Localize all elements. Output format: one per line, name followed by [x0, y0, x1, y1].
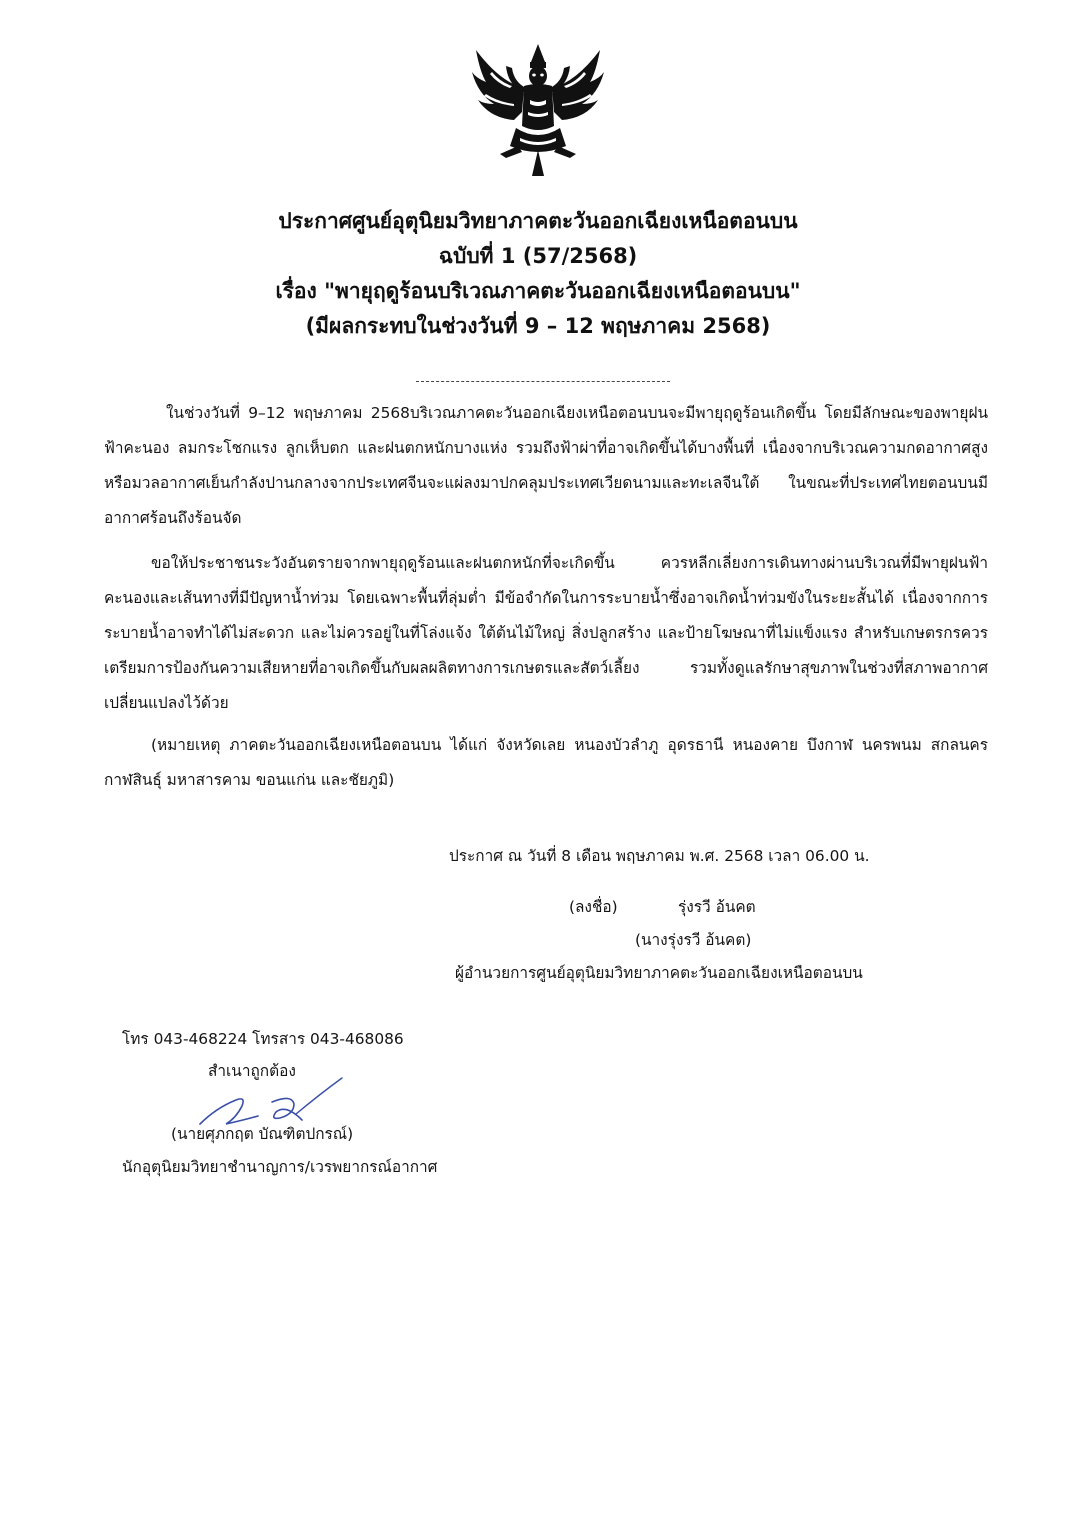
subject-line: เรื่อง "พายุฤดูร้อนบริเวณภาคตะวันออกเฉียงเหนือตอนบน" [275, 279, 801, 303]
announcement-date: ประกาศ ณ วันที่ 8 เดือน พฤษภาคม พ.ศ. 2568 เวลา 06.00 น. [449, 847, 870, 865]
issue-number: ฉบับที่ 1 (57/2568) [438, 244, 638, 268]
certifier-name: (นายศุภกฤต บัณฑิตปกรณ์) [171, 1125, 354, 1143]
certified-copy-label: สำเนาถูกต้อง [208, 1062, 296, 1080]
director-position: ผู้อำนวยการศูนย์อุตุนิยมวิทยาภาคตะวันออกเฉียงเหนือตอนบน [455, 964, 863, 982]
certifier-position: นักอุตุนิยมวิทยาชำนาญการ/เวรพยากรณ์อากาศ [122, 1158, 438, 1176]
garuda-emblem-icon [470, 42, 606, 178]
effect-period: (มีผลกระทบในช่วงวันที่ 9 – 12 พฤษภาคม 2568) [305, 314, 771, 338]
signed-label: (ลงชื่อ) [569, 898, 618, 916]
separator-rule [416, 381, 670, 382]
contact-numbers: โทร 043-468224 โทรสาร 043-468086 [122, 1030, 404, 1048]
paragraph-note: (หมายเหตุ ภาคตะวันออกเฉียงเหนือตอนบน ได้แก่ จังหวัดเลย หนองบัวลำภู อุดรธานี หนองคาย บึงกาฬ นครพนม สกลนคร กาฬสินธุ์ มหาสารคาม ขอนแก่น และชัยภูมิ) [104, 736, 988, 789]
paragraph-advisory: ขอให้ประชาชนระวังอันตรายจากพายุฤดูร้อนและฝนตกหนักที่จะเกิดขึ้น ควรหลีกเลี่ยงการเดินทางผ่านบริเวณที่มีพายุฝนฟ้าคะนองและเส้นทางที่มีปัญหาน้ำท่วม โดยเฉพาะพื้นที่ลุ่มต่ำ มีข้อจำกัดในการระบายน้ำซึ่งอาจเกิดน้ำท่วมขังในระยะสั้นได้ เนื่องจากการระบายน้ำอาจทำได้ไม่สะดวก และไม่ควรอยู่ในที่โล่งแจ้ง ใต้ต้นไม้ใหญ่ สิ่งปลูกสร้าง และป้ายโฆษณาที่ไม่แข็งแรง สำหรับเกษตรกรควรเตรียมการป้องกันความเสียหายที่อาจเกิดขึ้นกับผลผลิตทางการเกษตรและสัตว์เลี้ยง รวมทั้งดูแลรักษาสุขภาพในช่วงที่สภาพอากาศเปลี่ยนแปลงไว้ด้วย [104, 554, 988, 712]
printed-name: (นางรุ่งรวี อ้นคต) [635, 931, 752, 949]
announcement-title: ประกาศศูนย์อุตุนิยมวิทยาภาคตะวันออกเฉียงเหนือตอนบน [278, 209, 798, 233]
title-block [100, 204, 976, 344]
paragraph-situation: ในช่วงวันที่ 9–12 พฤษภาคม 2568บริเวณภาคตะวันออกเฉียงเหนือตอนบนจะมีพายุฤดูร้อนเกิดขึ้น โดยมีลักษณะของพายุฝนฟ้าคะนอง ลมกระโชกแรง ลูกเห็บตก และฝนตกหนักบางแห่ง รวมถึงฟ้าผ่าที่อาจเกิดขึ้นได้บางพื้นที่ เนื่องจากบริเวณความกดอากาศสูงหรือมวลอากาศเย็นกำลังปานกลางจากประเทศจีนจะแผ่ลงมาปกคลุมประเทศเวียดนามและทะเลจีนใต้ ในขณะที่ประเทศไทยตอนบนมีอากาศร้อนถึงร้อนจัด [104, 404, 988, 527]
signed-name: รุ่งรวี อ้นคต [678, 898, 756, 916]
